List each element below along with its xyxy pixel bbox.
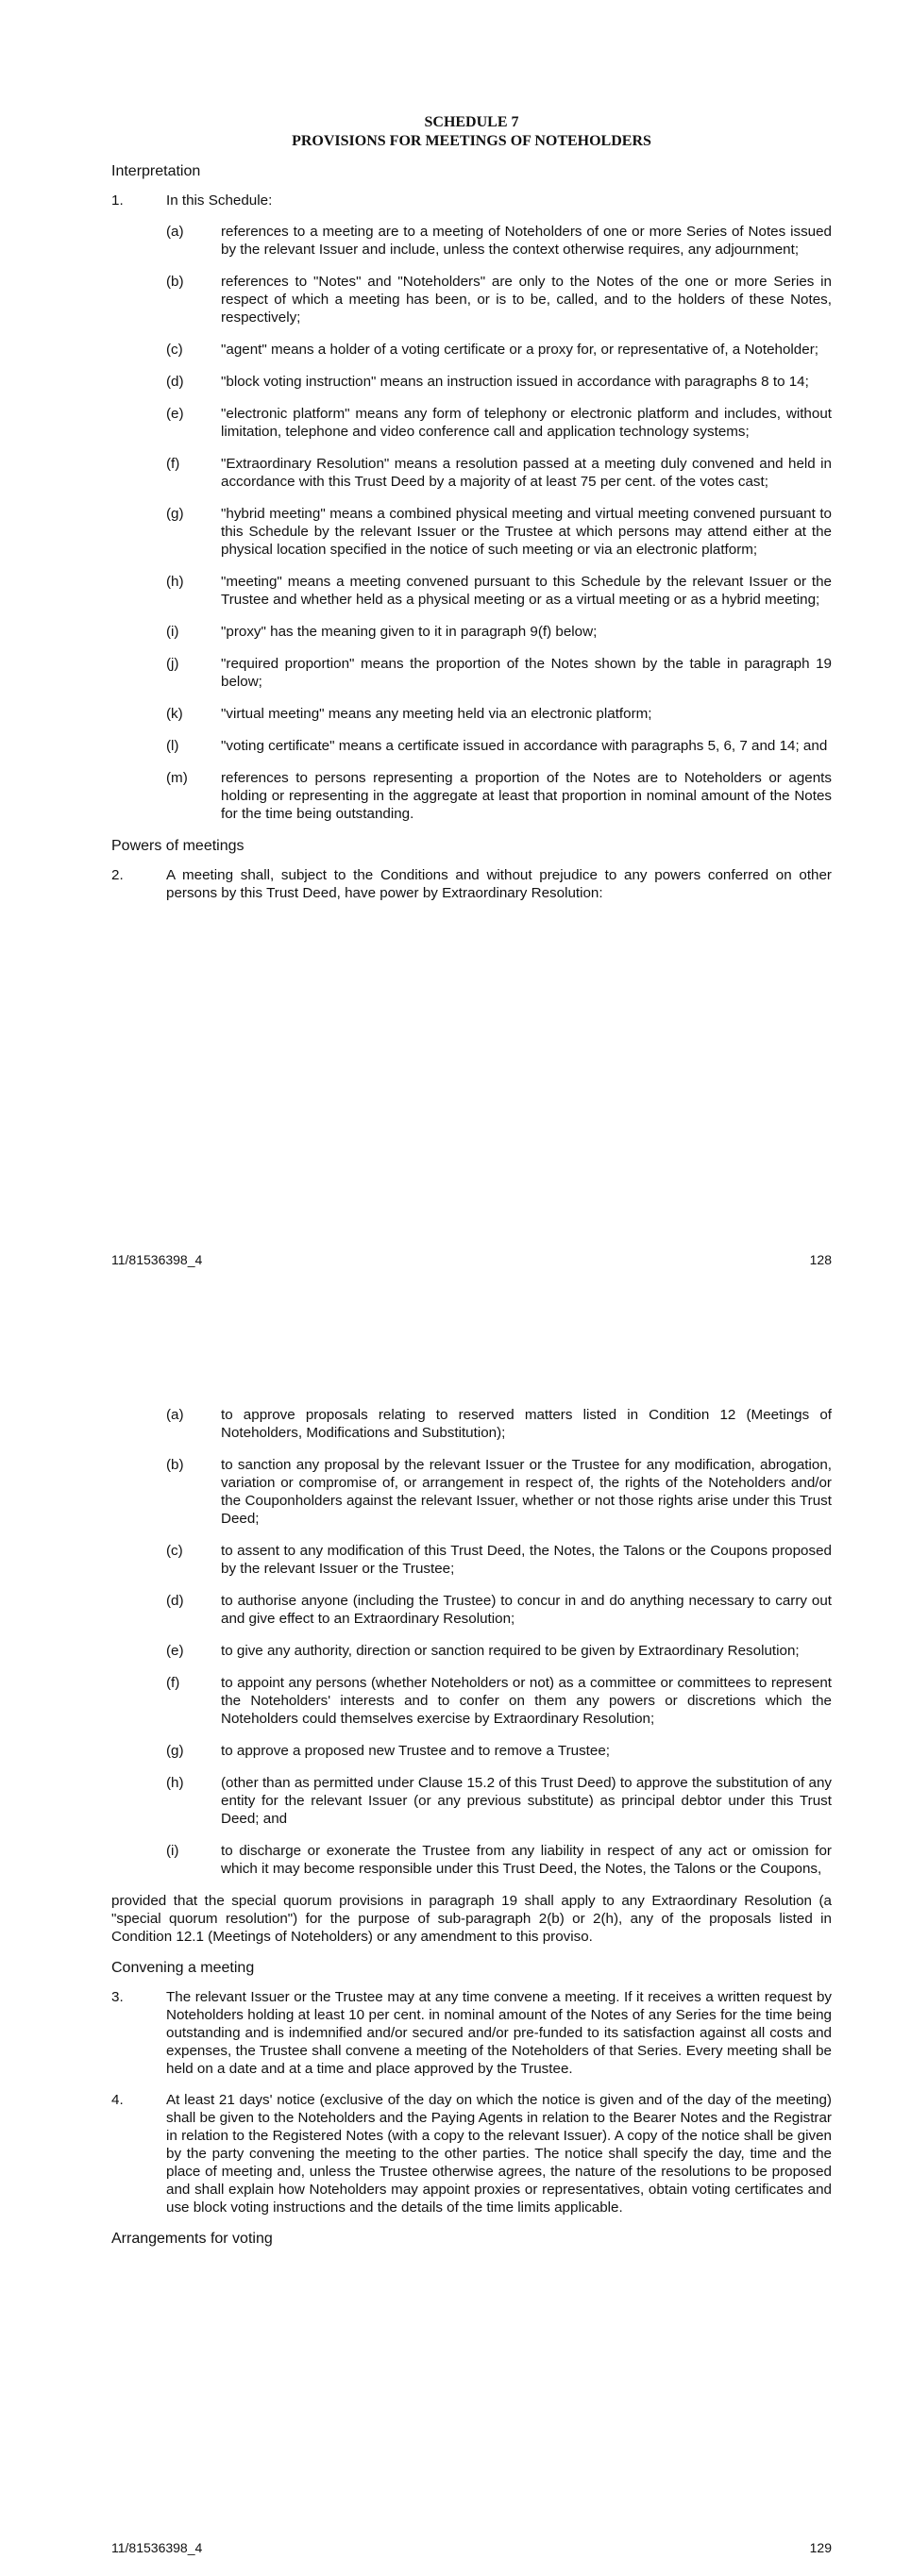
item-text: to assent to any modification of this Trust Deed, the Notes, the Talons or the Coupons proposed by the relevant Issuer or the Trustee; [221, 1543, 832, 1577]
heading-interpretation: Interpretation [111, 163, 201, 179]
heading-convening-a-meeting: Convening a meeting [111, 1960, 255, 1976]
item-text: to authorise anyone (including the Trustee) to concur in and do anything necessary to carry out and give effect to an Extraordinary Resolution; [221, 1593, 832, 1627]
item-text: "block voting instruction" means an instruction issued in accordance with paragraphs 8 to 14; [221, 374, 809, 390]
item-text: to give any authority, direction or sanction required to be given by Extraordinary Resolution; [221, 1643, 800, 1659]
item-label: (b) [166, 274, 184, 290]
item-label: (m) [166, 770, 188, 786]
document-reference: 11/81536398_4 [111, 2540, 203, 2555]
item-label: (e) [166, 1643, 184, 1659]
item-text: "voting certificate" means a certificate issued in accordance with paragraphs 5, 6, 7 and 14; and [221, 738, 828, 754]
list-item [166, 573, 832, 609]
item-label: (e) [166, 406, 184, 422]
item-label: (c) [166, 342, 183, 358]
item-label: (i) [166, 624, 179, 640]
item-label: (i) [166, 1843, 179, 1859]
paragraph-3 [111, 1988, 832, 2078]
paragraph-number: 3. [111, 1989, 124, 2005]
paragraph-number: 4. [111, 2092, 124, 2108]
definitions-list [111, 223, 832, 823]
list-item [166, 505, 832, 559]
list-item [166, 273, 832, 326]
item-text: to appoint any persons (whether Noteholders or not) as a committee or committees to represent the Noteholders' interests and to confer on them any powers or discretions which the Noteholders could themselves exercise by Extraordinary Resolution; [221, 1675, 832, 1727]
item-label: (j) [166, 656, 179, 672]
heading-powers-of-meetings: Powers of meetings [111, 838, 245, 854]
item-label: (l) [166, 738, 179, 754]
list-item [166, 655, 832, 691]
item-label: (b) [166, 1457, 184, 1473]
item-text: to approve proposals relating to reserved matters listed in Condition 12 (Meetings of Noteholders, Modifications and Substitution); [221, 1407, 832, 1441]
item-label: (d) [166, 374, 184, 390]
schedule-title: SCHEDULE 7 [424, 114, 519, 130]
list-item [166, 1742, 832, 1760]
list-item [166, 769, 832, 823]
item-label: (h) [166, 1775, 184, 1791]
page-number: 129 [809, 2540, 832, 2555]
item-label: (d) [166, 1593, 184, 1609]
paragraph-text: The relevant Issuer or the Trustee may at any time convene a meeting. If it receives a written request by Noteholders holding at least 10 per cent. in nominal amount of the Notes of any Series for the time being outstanding and is indemnified and/or secured and/or pre-funded to its satisfaction against all costs and expenses, the Trustee shall convene a meeting of the Noteholders of that Series. Every meeting shall be held on a date and at a time and place approved by the Trustee. [166, 1989, 832, 2077]
paragraph-1 [111, 192, 832, 209]
heading-arrangements-for-voting: Arrangements for voting [111, 2231, 273, 2247]
page-footer [111, 2539, 832, 2557]
item-label: (g) [166, 1743, 184, 1759]
list-item [166, 341, 832, 359]
item-text: to sanction any proposal by the relevant Issuer or the Trustee for any modification, abrogation, variation or compromise of, or arrangement in respect of, the rights of the Noteholders and/or the Couponholders against the relevant Issuer, whether or not those rights arise under this Trust Deed; [221, 1457, 832, 1527]
item-text: (other than as permitted under Clause 15.2 of this Trust Deed) to approve the substitution of any entity for the relevant Issuer (or any previous substitute) as principal debtor under this Trust Deed; and [221, 1775, 832, 1827]
item-label: (f) [166, 1675, 180, 1691]
powers-list [111, 1406, 832, 1878]
item-label: (a) [166, 224, 184, 240]
item-text: references to persons representing a proportion of the Notes are to Noteholders or agents holding or representing in the aggregate at least that proportion in nominal amount of the Notes for the time being outstanding. [221, 770, 832, 822]
item-text: "Extraordinary Resolution" means a resolution passed at a meeting duly convened and held in accordance with this Trust Deed by a majority of at least 75 per cent. of the votes cast; [221, 456, 832, 490]
item-text: "agent" means a holder of a voting certificate or a proxy for, or representative of, a Noteholder; [221, 342, 818, 358]
list-item [166, 737, 832, 755]
page-footer [111, 1251, 832, 1269]
list-item [166, 1456, 832, 1528]
document-reference: 11/81536398_4 [111, 1252, 203, 1267]
list-item [166, 405, 832, 441]
item-label: (k) [166, 706, 183, 722]
paragraph-text: In this Schedule: [166, 192, 273, 209]
item-text: references to "Notes" and "Noteholders" are only to the Notes of the one or more Series in respect of which a meeting has been, or is to be, called, and to the holders of these Notes, respectively; [221, 274, 832, 326]
item-text: to discharge or exonerate the Trustee from any liability in respect of any act or omission for which it may become responsible under this Trust Deed, the Notes, the Talons or the Coupons, [221, 1843, 832, 1877]
paragraph-4 [111, 2091, 832, 2216]
item-label: (c) [166, 1543, 183, 1559]
list-item [166, 1842, 832, 1878]
paragraph-number: 1. [111, 192, 124, 209]
list-item [166, 373, 832, 391]
list-item [166, 455, 832, 491]
item-label: (a) [166, 1407, 184, 1423]
list-item [166, 1774, 832, 1828]
paragraph-2 [111, 866, 832, 902]
list-item [166, 705, 832, 723]
item-text: "electronic platform" means any form of telephony or electronic platform and includes, without limitation, telephone and video conference call and application technology systems; [221, 406, 832, 440]
paragraph-text: A meeting shall, subject to the Conditions and without prejudice to any powers conferred on other persons by this Trust Deed, have power by Extraordinary Resolution: [166, 867, 832, 901]
list-item [166, 1674, 832, 1728]
item-text: "meeting" means a meeting convened pursuant to this Schedule by the relevant Issuer or the Trustee and whether held as a physical meeting or as a virtual meeting or as a hybrid meeting; [221, 574, 832, 608]
item-text: references to a meeting are to a meeting of Noteholders of one or more Series of Notes issued by the relevant Issuer and include, unless the context otherwise requires, any adjournment; [221, 224, 832, 258]
item-label: (f) [166, 456, 180, 472]
paragraph-number: 2. [111, 867, 124, 883]
item-text: "proxy" has the meaning given to it in paragraph 9(f) below; [221, 624, 598, 640]
list-item [166, 1406, 832, 1442]
list-item [166, 623, 832, 641]
list-item [166, 1592, 832, 1628]
list-item [166, 1542, 832, 1578]
proviso-text: provided that the special quorum provisions in paragraph 19 shall apply to any Extraordinary Resolution (a "special quorum resolution") for the purpose of sub-paragraph 2(b) or 2(h), any of the proposals listed in Condition 12.1 (Meetings of Noteholders) or any amendment to this proviso. [111, 1893, 832, 1945]
page-129 [0, 1288, 911, 2576]
item-label: (g) [166, 506, 184, 522]
paragraph-text: At least 21 days' notice (exclusive of the day on which the notice is given and of the day of the meeting) shall be given to the Noteholders and the Paying Agents in relation to the Bearer Notes and the Registrar in relation to the Registered Notes (with a copy to the relevant Issuer). A copy of the notice shall be given by the party convening the meeting to the other parties. The notice shall specify the day, time and the place of meeting and, unless the Trustee otherwise agrees, the nature of the resolutions to be proposed and shall explain how Noteholders may appoint proxies or representatives, obtain voting certificates and use block voting instructions and the details of the time limits applicable. [166, 2092, 832, 2216]
page-number: 128 [809, 1252, 832, 1267]
list-item [166, 223, 832, 259]
item-text: to approve a proposed new Trustee and to remove a Trustee; [221, 1743, 610, 1759]
schedule-subtitle: PROVISIONS FOR MEETINGS OF NOTEHOLDERS [292, 133, 651, 149]
item-text: "required proportion" means the proportion of the Notes shown by the table in paragraph 19 below; [221, 656, 832, 690]
item-label: (h) [166, 574, 184, 590]
list-item [166, 1642, 832, 1660]
item-text: "hybrid meeting" means a combined physical meeting and virtual meeting convened pursuant to this Schedule by the relevant Issuer or the Trustee at which persons may attend either at the physical location specified in the notice of such meeting or via an electronic platform; [221, 506, 832, 558]
item-text: "virtual meeting" means any meeting held via an electronic platform; [221, 706, 652, 722]
